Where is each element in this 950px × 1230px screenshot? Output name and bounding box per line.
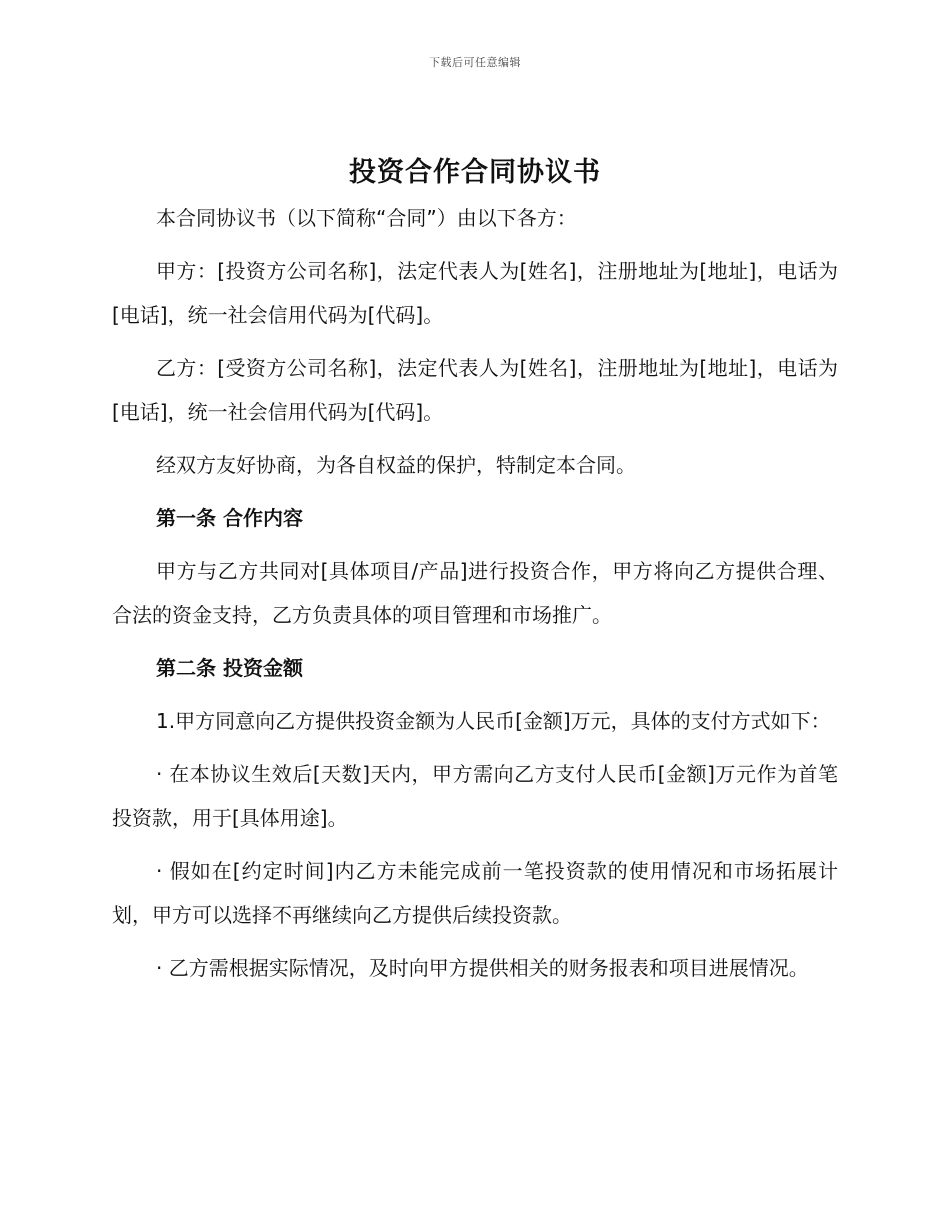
article-2-bullet-1: · 在本协议生效后[天数]天内，甲方需向乙方支付人民币[金额]万元作为首笔投资款，用于[具体用途]。 <box>112 762 838 830</box>
document-title: 投资合作合同协议书 <box>349 157 601 188</box>
article-2-bullet-2: · 假如在[约定时间]内乙方未能完成前一笔投资款的使用情况和市场拓展计划，甲方可以选择不再继续向乙方提供后续投资款。 <box>112 859 838 927</box>
document-body <box>112 196 838 999</box>
party-b-paragraph: 乙方：[受资方公司名称]，法定代表人为[姓名]，注册地址为[地址]，电话为[电话]，统一社会信用代码为[代码]。 <box>112 356 838 424</box>
intro-paragraph: 本合同协议书（以下简称“合同”）由以下各方： <box>156 206 577 230</box>
header-note: 下载后可任意编辑 <box>429 56 521 69</box>
article-2-heading: 第二条 投资金额 <box>156 656 303 680</box>
agreement-paragraph: 经双方友好协商，为各自权益的保护，特制定本合同。 <box>156 453 636 477</box>
article-1-body: 甲方与乙方共同对[具体项目/产品]进行投资合作，甲方将向乙方提供合理、合法的资金支持，乙方负责具体的项目管理和市场推广。 <box>112 559 838 627</box>
party-a-paragraph: 甲方：[投资方公司名称]，法定代表人为[姓名]，注册地址为[地址]，电话为[电话]，统一社会信用代码为[代码]。 <box>112 259 838 327</box>
article-1-heading: 第一条 合作内容 <box>156 506 303 530</box>
article-2-item-1: 1.甲方同意向乙方提供投资金额为人民币[金额]万元，具体的支付方式如下： <box>156 709 831 733</box>
article-2-bullet-3: · 乙方需根据实际情况，及时向甲方提供相关的财务报表和项目进展情况。 <box>156 956 809 980</box>
